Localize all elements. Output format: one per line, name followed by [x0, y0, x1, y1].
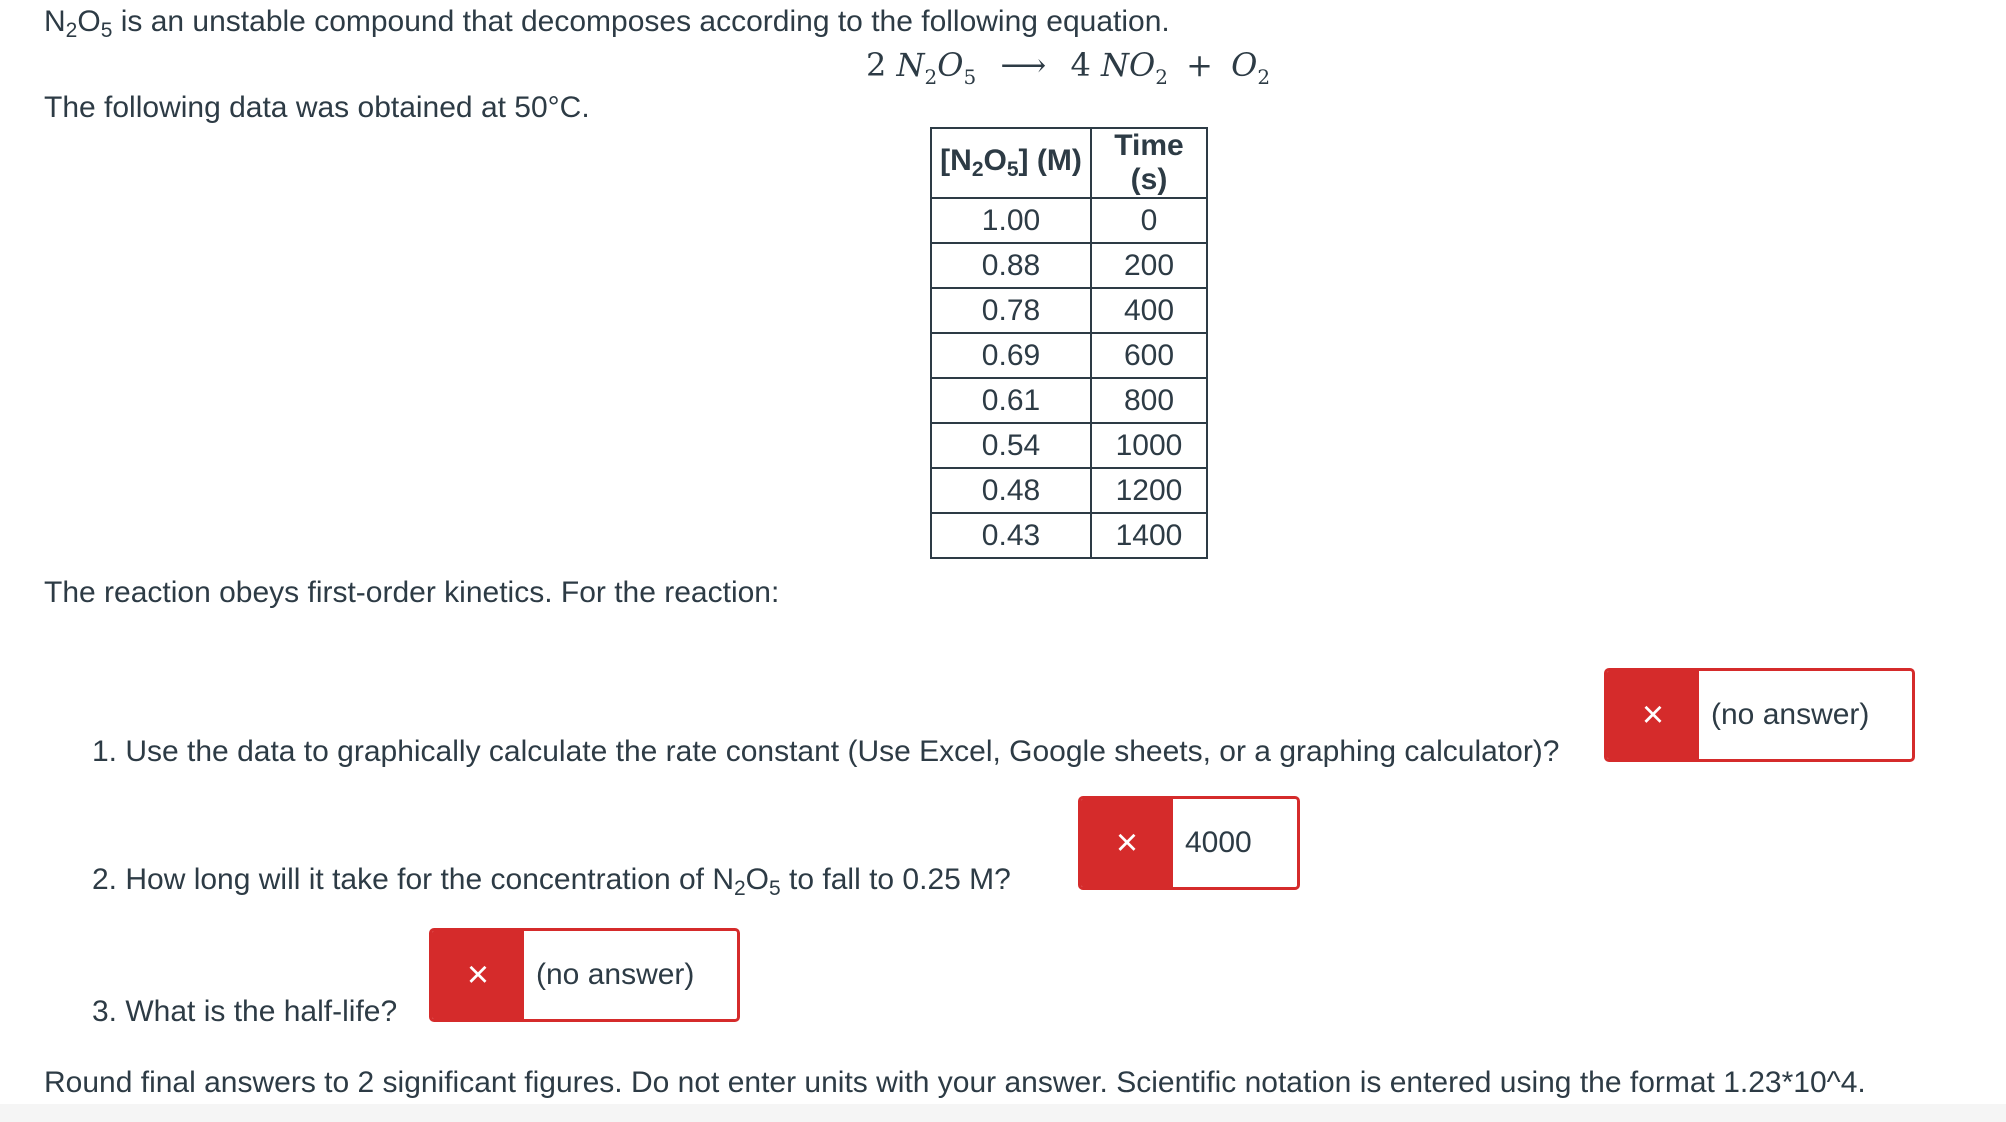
kinetics-note: The reaction obeys first-order kinetics. For the reaction: [44, 576, 780, 609]
concentration-cell: 0.54 [931, 423, 1091, 468]
table-row [931, 288, 1207, 333]
data-table [930, 127, 1208, 559]
answer-1-value: (no answer) [1711, 698, 1870, 731]
question-3-text: 3. What is the half-life? [92, 995, 398, 1028]
concentration-cell: 0.43 [931, 513, 1091, 558]
reaction-equation: 2 $N_2O_5$ ⟶ 4 $NO_2 + O_2$ [866, 46, 1271, 89]
bottom-divider [0, 1104, 2006, 1122]
time-cell: 0 [1091, 198, 1207, 243]
answer-1-box[interactable] [1604, 668, 1915, 762]
table-row [931, 333, 1207, 378]
concentration-cell: 1.00 [931, 198, 1091, 243]
concentration-cell: 0.78 [931, 288, 1091, 333]
time-cell: 400 [1091, 288, 1207, 333]
table-row [931, 198, 1207, 243]
question-1-text: 1. Use the data to graphically calculate the rate constant (Use Excel, Google sheets, or a graphing calculator)? [92, 735, 1560, 768]
time-cell: 800 [1091, 378, 1207, 423]
answer-2-box[interactable] [1078, 796, 1300, 890]
incorrect-x-icon: × [1607, 671, 1699, 759]
answer-3-value: (no answer) [536, 958, 695, 991]
answer-3-box[interactable] [429, 928, 740, 1022]
concentration-cell: 0.69 [931, 333, 1091, 378]
intro-text: $N_2O_5$ is an unstable compound that decomposes according to the following equation. [44, 5, 1170, 42]
column-header-concentration: $[N_2O_5]$ (M) [931, 128, 1091, 198]
table-row [931, 513, 1207, 558]
table-row [931, 468, 1207, 513]
rounding-instructions: Round final answers to 2 significant figures. Do not enter units with your answer. Scientific notation is entered using the format 1.23*10^4. [44, 1066, 1866, 1099]
time-cell: 1000 [1091, 423, 1207, 468]
table-header-row [931, 128, 1207, 198]
concentration-cell: 0.48 [931, 468, 1091, 513]
incorrect-x-icon: × [1081, 799, 1173, 887]
table-row [931, 378, 1207, 423]
table-row [931, 423, 1207, 468]
reaction-arrow: ⟶ [1000, 46, 1047, 84]
time-cell: 1400 [1091, 513, 1207, 558]
concentration-cell: 0.88 [931, 243, 1091, 288]
question-2-text: 2. How long will it take for the concentration of $N_2O_5$ to fall to 0.25 M? [92, 863, 1011, 900]
incorrect-x-icon: × [432, 931, 524, 1019]
time-cell: 1200 [1091, 468, 1207, 513]
time-cell: 200 [1091, 243, 1207, 288]
data-note: The following data was obtained at 50°C. [44, 91, 590, 124]
table-row [931, 243, 1207, 288]
column-header-time: Time (s) [1091, 128, 1207, 198]
concentration-cell: 0.61 [931, 378, 1091, 423]
time-cell: 600 [1091, 333, 1207, 378]
answer-2-value: 4000 [1185, 826, 1252, 859]
